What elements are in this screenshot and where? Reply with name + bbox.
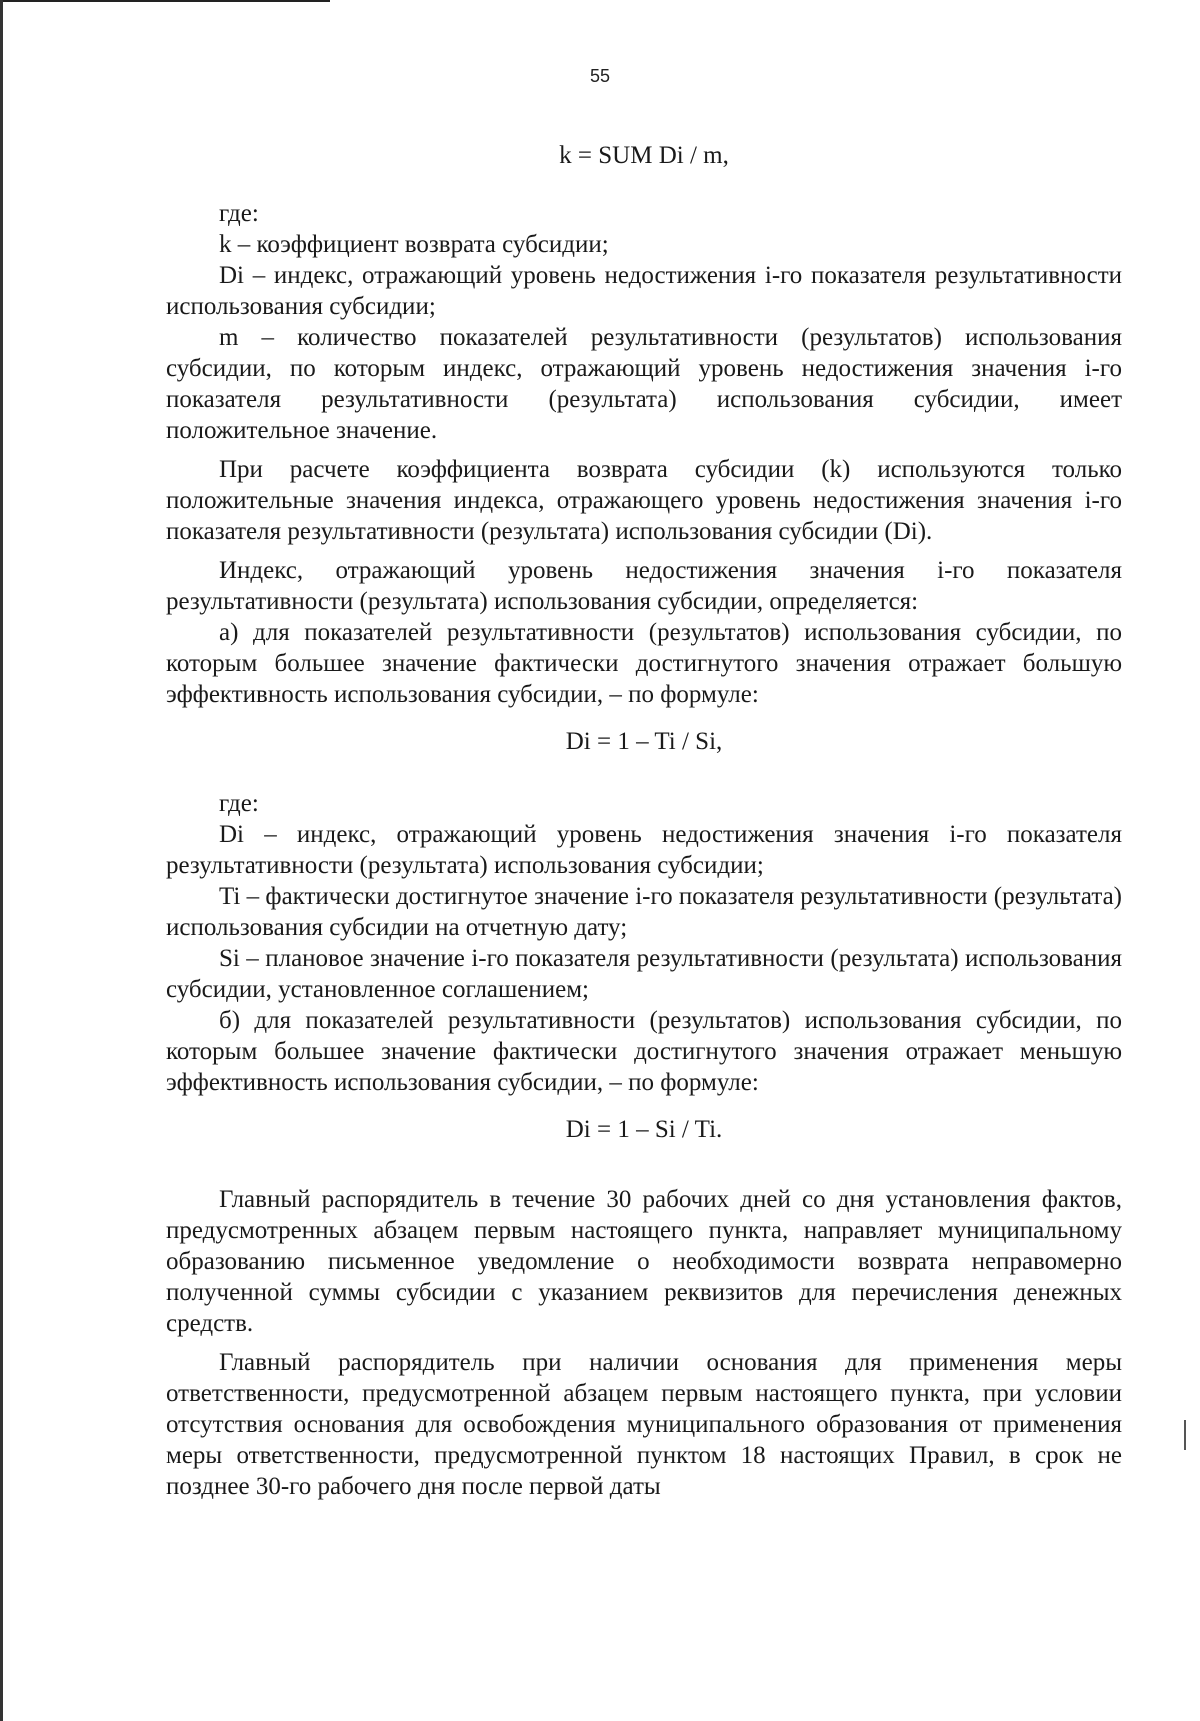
formula-b: Di = 1 – Si / Ti. [565, 1116, 723, 1143]
where-label-2: где: [219, 790, 259, 817]
document-body [166, 140, 1122, 1502]
paragraph-calculation: При расчете коэффициента возврата субсидии (k) используются только положительные значения индекса, отражающего уровень недостижения значения i-го показателя результативности (результата) использования субсидии (Di). [166, 456, 1122, 545]
where-label: где: [219, 200, 259, 227]
definition-di: Di – индекс, отражающий уровень недостижения i-го показателя результативности использования субсидии; [166, 262, 1122, 320]
paragraph-main-1: Главный распорядитель в течение 30 рабочих дней со дня установления фактов, предусмотренных абзацем первым настоящего пункта, направляет муниципальному образованию письменное уведомление о необходимости возврата неправомерно полученной суммы субсидии с указанием реквизитов для перечисления денежных средств. [166, 1186, 1122, 1337]
scan-edge-top [0, 0, 330, 2]
page-number: 55 [589, 66, 611, 86]
paragraph-option-a: а) для показателей результативности (результатов) использования субсидии, по которым большее значение фактически достигнутого значения отражает большую эффективность использования субсидии, – по формуле: [166, 619, 1122, 708]
formula-k: k = SUM Di / m, [559, 142, 729, 169]
paragraph-main-2: Главный распорядитель при наличии основания для применения меры ответственности, предусмотренной абзацем первым настоящего пункта, при условии отсутствия основания для освобождения муниципального образования от применения меры ответственности, предусмотренной пунктом 18 настоящих Правил, в срок не позднее 30-го рабочего дня после первой даты [166, 1349, 1122, 1500]
definition-ti: Ti – фактически достигнутое значение i-го показателя результативности (результата) использования субсидии на отчетную дату; [166, 883, 1122, 941]
scan-edge-left [0, 0, 3, 1721]
definition-m: m – количество показателей результативности (результатов) использования субсидии, по которым индекс, отражающий уровень недостижения значения i-го показателя результативности (результата) использования субсидии, имеет положительное значение. [166, 324, 1122, 444]
definition-k: k – коэффициент возврата субсидии; [219, 231, 609, 258]
scan-mark [1184, 1420, 1186, 1450]
paragraph-option-b: б) для показателей результативности (результатов) использования субсидии, по которым большее значение фактически достигнутого значения отражает меньшую эффективность использования субсидии, – по формуле: [166, 1007, 1122, 1096]
definition-si: Si – плановое значение i-го показателя результативности (результата) использования субсидии, установленное соглашением; [166, 945, 1122, 1003]
definition-di-2: Di – индекс, отражающий уровень недостижения значения i-го показателя результативности (результата) использования субсидии; [166, 821, 1122, 879]
paragraph-index: Индекс, отражающий уровень недостижения значения i-го показателя результативности (результата) использования субсидии, определяется: [166, 557, 1122, 615]
formula-a: Di = 1 – Ti / Si, [565, 728, 723, 755]
